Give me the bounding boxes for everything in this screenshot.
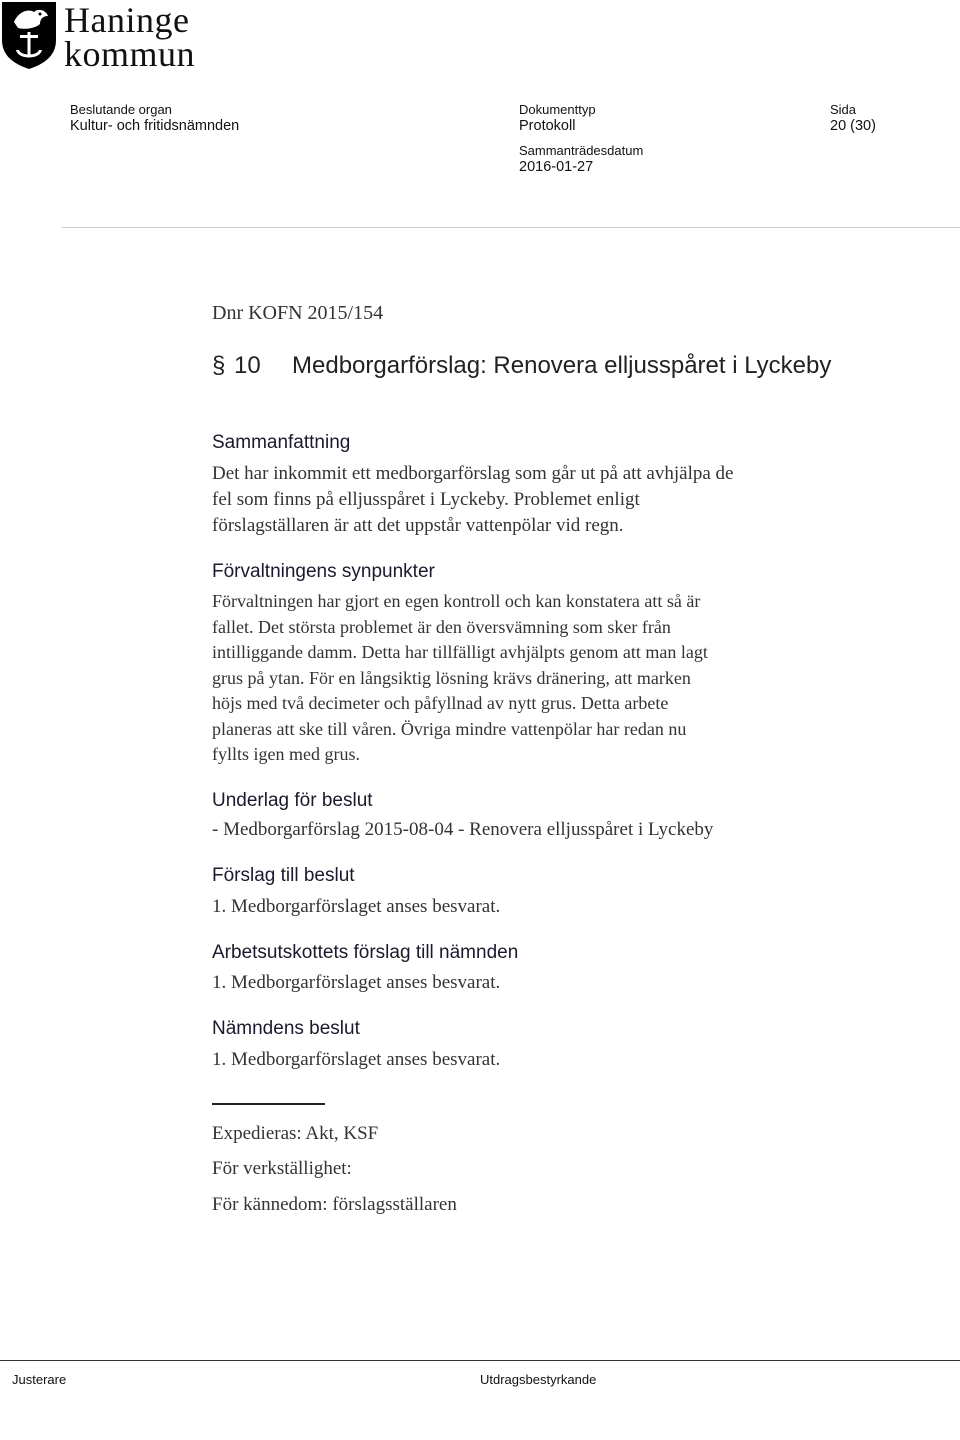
decision-heading: Nämndens beslut: [212, 1018, 360, 1039]
section-title: Medborgarförslag: Renovera elljusspåret i Lyckeby: [292, 352, 832, 379]
date-label: Sammanträdesdatum: [519, 143, 644, 158]
basis-item: - Medborgarförslag 2015-08-04 - Renovera elljusspåret i Lyckeby: [212, 819, 714, 840]
logo-text-line2: kommun: [64, 34, 196, 74]
header-divider: [62, 227, 960, 228]
page-value: 20 (30): [830, 118, 876, 134]
administration-line: grus på ytan. För en långsiktig lösning krävs dränering, att marken: [212, 667, 691, 688]
decision-item: 1. Medborgarförslaget anses besvarat.: [212, 1049, 501, 1070]
justerare-label: Justerare: [12, 1372, 67, 1387]
proposal-item: 1. Medborgarförslaget anses besvarat.: [212, 896, 501, 917]
summary-text: [212, 461, 812, 539]
summary-line: förslagställaren är att det uppstår vattenpölar vid regn.: [212, 515, 624, 536]
dispatch-verkstallighet: För verkställighet:: [212, 1158, 352, 1179]
dispatch-expedieras: Expedieras: Akt, KSF: [212, 1123, 379, 1144]
section-heading: [212, 350, 832, 414]
administration-line: intilliggande damm. Detta har tillfälligt avhjälpts genom att man lagt: [212, 642, 708, 662]
administration-line: höjs med två decimeter och påfyllnad av nytt grus. Detta arbete: [212, 693, 669, 713]
case-number: Dnr KOFN 2015/154: [212, 302, 384, 324]
dispatch-kannedom: För kännedom: förslagsställaren: [212, 1194, 457, 1215]
section-symbol: §: [212, 352, 226, 379]
administration-heading: Förvaltningens synpunkter: [212, 561, 435, 582]
crest-shield-icon: [0, 0, 60, 70]
utdragsbestyrkande-label: Utdragsbestyrkande: [480, 1372, 597, 1387]
administration-line: fallet. Det största problemet är den översvämning som sker från: [212, 616, 671, 637]
summary-line: Det har inkommit ett medborgarförslag som går ut på att avhjälpa de: [212, 463, 734, 484]
page-label: Sida: [830, 102, 857, 117]
separator-line: [212, 1103, 325, 1105]
organ-value: Kultur- och fritidsnämnden: [70, 118, 240, 134]
summary-heading: Sammanfattning: [212, 432, 351, 453]
organ-label: Beslutande organ: [70, 102, 172, 117]
administration-line: planeras att ske till våren. Övriga mindre vattenpölar har redan nu: [212, 718, 687, 739]
logo-text-line1: Haninge: [64, 0, 190, 40]
committee-proposal-item: 1. Medborgarförslaget anses besvarat.: [212, 972, 501, 993]
administration-line: Förvaltningen har gjort en egen kontroll och kan konstatera att så är: [212, 591, 701, 611]
footer-divider: [0, 1360, 960, 1361]
doctype-label: Dokumenttyp: [519, 102, 596, 117]
date-value: 2016-01-27: [519, 159, 594, 175]
summary-line: fel som finns på elljusspåret i Lyckeby. Problemet enligt: [212, 489, 640, 510]
administration-text: [212, 589, 812, 768]
basis-heading: Underlag för beslut: [212, 790, 373, 811]
municipality-logo: [0, 0, 230, 72]
doctype-value: Protokoll: [519, 118, 576, 134]
administration-line: fyllts igen med grus.: [212, 744, 360, 764]
proposal-heading: Förslag till beslut: [212, 865, 355, 886]
section-number: 10: [234, 352, 261, 379]
committee-proposal-heading: Arbetsutskottets förslag till nämnden: [212, 942, 519, 963]
